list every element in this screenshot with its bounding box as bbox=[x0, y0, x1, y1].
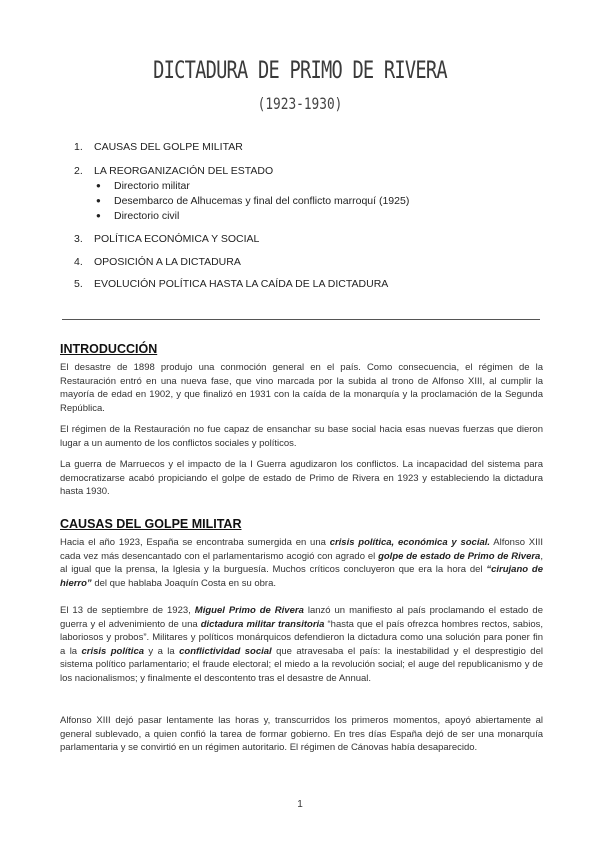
text-run: que atravesaba el país: la inestabilidad y el desprestigio del sistema político parlamentario; el fraude electoral; el miedo a la revolución social; el auge del republicanismo y de los nacionalismos; y finalmente el descontento tras el desastre de Annual. bbox=[60, 645, 543, 684]
emphasis-text: Miguel Primo de Rivera bbox=[194, 605, 304, 616]
intro-paragraph-2: El régimen de la Restauración no fue capaz de ensanchar su base social hacia esas nuevas fuerzas que dieron lugar a un aumento de los conflictos sociales y políticos. bbox=[60, 424, 543, 449]
toc-item-label: POLÍTICA ECONÓMICA Y SOCIAL bbox=[94, 233, 260, 245]
causes-paragraph-1 bbox=[60, 536, 543, 590]
text-run: El 13 de septiembre de 1923, bbox=[60, 605, 195, 616]
emphasis-text: crisis política bbox=[81, 645, 145, 657]
causes-paragraph-3: Alfonso XIII dejó pasar lentamente las horas y, transcurridos los primeros momentos, apoyó abiertamente al general sublevado, a quien confió la tarea de formar gobierno. En tres días España dejó de ser una monarquía parlamentaria y se convirtió en un régimen autoritario. El régimen de Cánovas había desaparecido. bbox=[60, 715, 543, 753]
toc-item-label: EVOLUCIÓN POLÍTICA HASTA LA CAÍDA DE LA DICTADURA bbox=[94, 278, 389, 290]
emphasis-text: dictadura militar transitoria bbox=[200, 618, 325, 630]
toc-item-label: LA REORGANIZACIÓN DEL ESTADO bbox=[94, 165, 274, 177]
intro-paragraph-1: El desastre de 1898 produjo una conmoción general en el país. Como consecuencia, el régimen de la Restauración entró en una nueva fase, que vino marcada por la subida al trono de Alfonso XIII, al cumplir la mayoría de edad en 1902, y que finalizó en 1931 con la caída de la monarquía y la proclamación de la Segunda República. bbox=[60, 362, 543, 414]
toc-subitem-1: ● Directorio militar bbox=[114, 180, 190, 192]
horizontal-divider bbox=[62, 319, 540, 320]
toc-item-4 bbox=[74, 256, 241, 268]
toc-item-3 bbox=[74, 233, 259, 245]
section-heading-introduccion: INTRODUCCIÓN bbox=[60, 342, 158, 356]
toc-item-number: 1. bbox=[74, 141, 83, 153]
text-run: lanzó un manifiesto al país proclamando el estado de guerra y el advenimiento de una bbox=[60, 605, 543, 630]
emphasis-text: crisis política, económica y social. bbox=[329, 537, 491, 548]
text-run: Hacia el año 1923, España se encontraba sumergida en una bbox=[60, 537, 330, 548]
toc-item-label: OPOSICIÓN A LA DICTADURA bbox=[94, 256, 241, 268]
page-number: 1 bbox=[297, 799, 303, 810]
toc-subitem-3: ● Directorio civil bbox=[114, 210, 179, 222]
emphasis-text: golpe de estado de Primo de Rivera bbox=[378, 550, 541, 562]
document-title: DICTADURA DE PRIMO DE RIVERA bbox=[153, 56, 447, 84]
section-heading-causas: CAUSAS DEL GOLPE MILITAR bbox=[60, 517, 242, 531]
toc-item-number: 3. bbox=[74, 233, 83, 245]
causes-paragraph-2 bbox=[60, 604, 543, 685]
text-run: del que hablaba Joaquín Costa en su obra. bbox=[91, 577, 277, 589]
text-run: y a la bbox=[144, 645, 180, 657]
toc-item-number: 5. bbox=[74, 278, 83, 290]
document-subtitle: (1923-1930) bbox=[257, 94, 343, 113]
toc-item-1 bbox=[74, 141, 243, 153]
text-run: Alfonso XIII cada vez más desencantado con el parlamentarismo acogió con agrado el bbox=[60, 537, 544, 562]
toc-item-5 bbox=[74, 278, 388, 290]
emphasis-text: “cirujano de hierro” bbox=[60, 564, 543, 589]
toc-item-2 bbox=[74, 165, 273, 177]
toc-subitem-2: ● Desembarco de Alhucemas y final del conflicto marroquí (1925) bbox=[114, 195, 409, 207]
toc-item-number: 4. bbox=[74, 256, 83, 268]
toc-item-number: 2. bbox=[74, 165, 83, 177]
intro-paragraph-3: La guerra de Marruecos y el impacto de la I Guerra agudizaron los conflictos. La incapacidad del sistema para democratizarse acabó propiciando el golpe de estado de Primo de Rivera en 1923 y estableciendo la dictadura hasta 1930. bbox=[60, 459, 543, 497]
text-run: , al igual que la prensa, la Iglesia y la burguesía. Muchos críticos concluyeron que era la hora del bbox=[60, 550, 543, 575]
text-run: “hasta que el país ofrezca hombres rectos, sabios, laboriosos y probos”. Militares y políticos monárquicos defendieron la dictadura como una solución para poner fin a la bbox=[60, 618, 543, 657]
emphasis-text: conflictividad social bbox=[179, 645, 272, 657]
toc-item-label: CAUSAS DEL GOLPE MILITAR bbox=[94, 141, 243, 153]
